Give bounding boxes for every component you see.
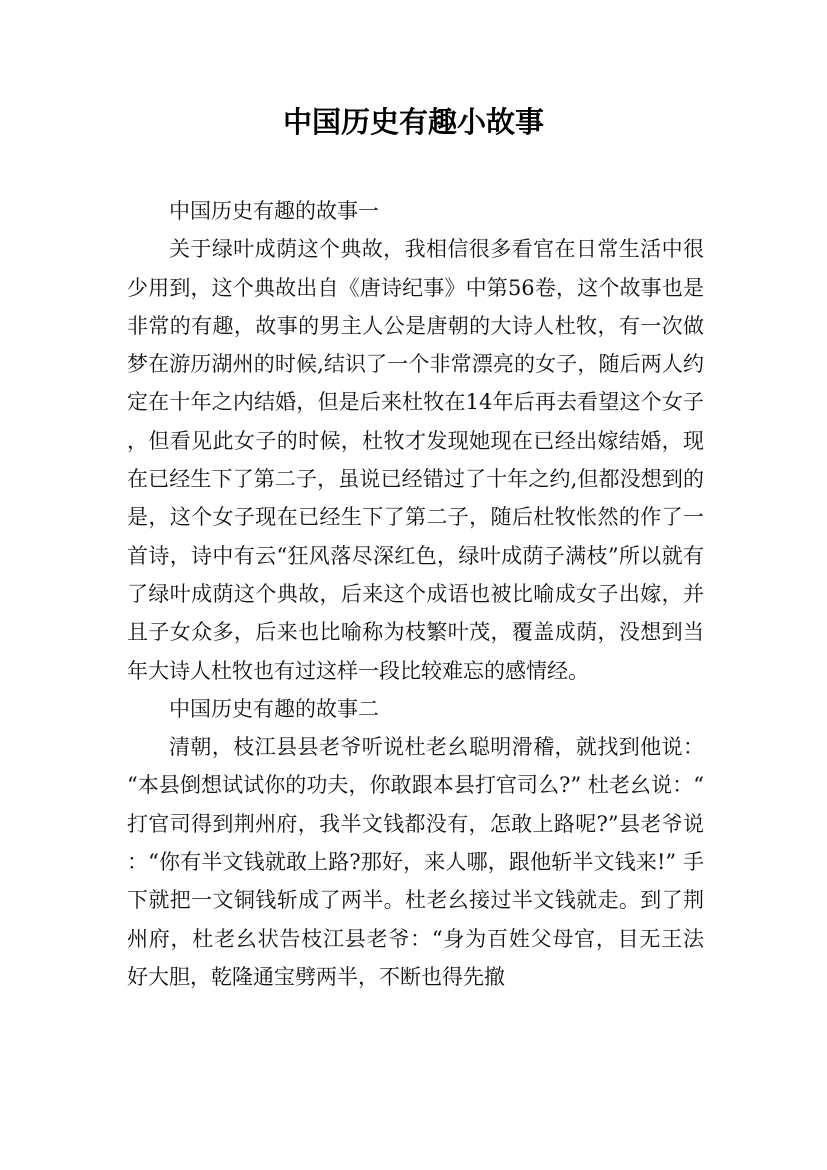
section-paragraph-1: 关于绿叶成荫这个典故，我相信很多看官在日常生活中很少用到，这个典故出自《唐诗纪事》中第56卷，这个故事也是非常的有趣，故事的男主人公是唐朝的大诗人杜牧，有一次做梦在游历湖州的时候,结识了一个非常漂亮的女子，随后两人约定在十年之内结婚，但是后来杜牧在14年后再去看望这个女子，但看见此女子的时候，杜牧才发现她现在已经出嫁结婚，现在已经生下了第二子，虽说已经错过了十年之约,但都没想到的是，这个女子现在已经生下了第二子，随后杜牧怅然的作了一首诗，诗中有云“狂风落尽深红色，绿叶成荫子满枝”所以就有了绿叶成荫这个典故，后来这个成语也被比喻成女子出嫁，并且子女众多，后来也比喻称为枝繁叶茂，覆盖成荫，没想到当年大诗人杜牧也有过这样一段比较难忘的感情经。 — [127, 237, 704, 683]
section-heading-1: 中国历史有趣的故事一 — [169, 199, 379, 223]
section-paragraph-2: 清朝，枝江县县老爷听说杜老幺聪明滑稽，就找到他说：“本县倒想试试你的功夫，你敢跟本县打官司么?” 杜老幺说：“打官司得到荆州府，我半文钱都没有，怎敢上路呢?”县老爷说：“你有半文钱就敢上路?那好，来人哪，跟他斩半文钱来!” 手下就把一文铜钱斩成了两半。杜老幺接过半文钱就走。到了荆州府，杜老幺状告枝江县老爷：“身为百姓父母官，目无王法好大胆，乾隆通宝劈两半，不断也得先撤 — [127, 735, 704, 989]
section-heading-2: 中国历史有趣的故事二 — [169, 696, 379, 721]
document-title: 中国历史有趣小故事 — [282, 105, 544, 139]
document-body — [127, 192, 704, 996]
